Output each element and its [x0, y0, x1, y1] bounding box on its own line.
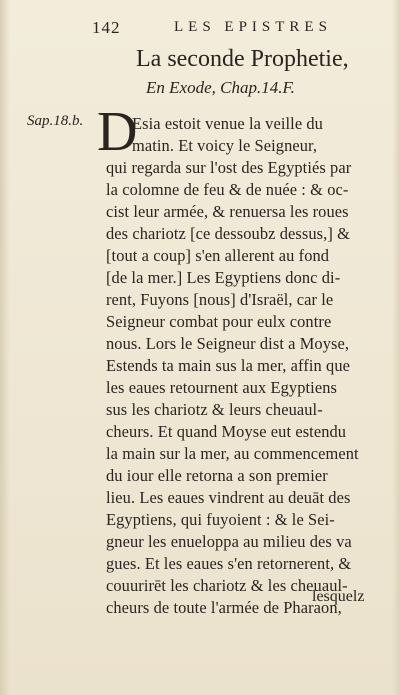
text-line: matin. Et voicy le Seigneur,: [132, 136, 318, 155]
running-head: [92, 18, 382, 42]
text-line: cist leur armée, & renuersa les roues: [106, 202, 349, 221]
text-line: Seigneur combat pour eulx contre: [106, 312, 332, 331]
text-line: cheurs. Et quand Moyse eut estendu: [106, 422, 347, 441]
text-line: Egyptiens, qui fuyoient : & le Sei-: [106, 510, 335, 529]
section-reference: En Exode, Chap.14.F.: [146, 78, 295, 97]
text-line: cheurs de toute l'armée de Pharaon,: [106, 598, 342, 617]
text-line: du iour elle retorna a son premier: [106, 466, 328, 485]
margin-note: Sap.18.b.: [27, 113, 84, 129]
text-line: lieu. Les eaues vindrent au deuāt des: [106, 488, 351, 507]
running-title: LES EPISTRES: [174, 19, 332, 35]
text-line: gues. Et les eaues s'en retornerent, &: [106, 554, 352, 573]
page-number: 142: [92, 18, 121, 37]
text-line: Esia estoit venue la veille du: [132, 114, 323, 133]
text-line: les eaues retournent aux Egyptiens: [106, 378, 337, 397]
text-line: rent, Fuyons [nous] d'Israël, car le: [106, 290, 334, 309]
text-line: nous. Lors le Seigneur dist a Moyse,: [106, 334, 350, 353]
text-line: des chariotz [ce dessoubz dessus,] &: [106, 224, 350, 243]
text-line: la main sur la mer, au commencement: [106, 444, 359, 463]
text-line: [tout a coup] s'en allerent au fond: [106, 246, 330, 265]
text-line: [de la mer.] Les Egyptiens donc di-: [106, 268, 341, 287]
page-edge-shadow: [392, 0, 400, 695]
text-line: la colomne de feu & de nuée : & oc-: [106, 180, 349, 199]
text-line: gneur les enueloppa au milieu des va: [106, 532, 352, 551]
text-line: couurirēt les chariotz & les cheuaul-: [106, 576, 348, 595]
text-line: Estends ta main sus la mer, affin que: [106, 356, 350, 375]
text-line: sus les chariotz & leurs cheuaul-: [106, 400, 323, 419]
section-title: La seconde Prophetie,: [136, 46, 349, 72]
catchword: lesquelz: [312, 588, 365, 605]
text-line: qui regarda sur l'ost des Egyptiés par: [106, 158, 352, 177]
drop-cap: D: [97, 101, 138, 163]
page-gutter-shadow: [0, 0, 10, 695]
